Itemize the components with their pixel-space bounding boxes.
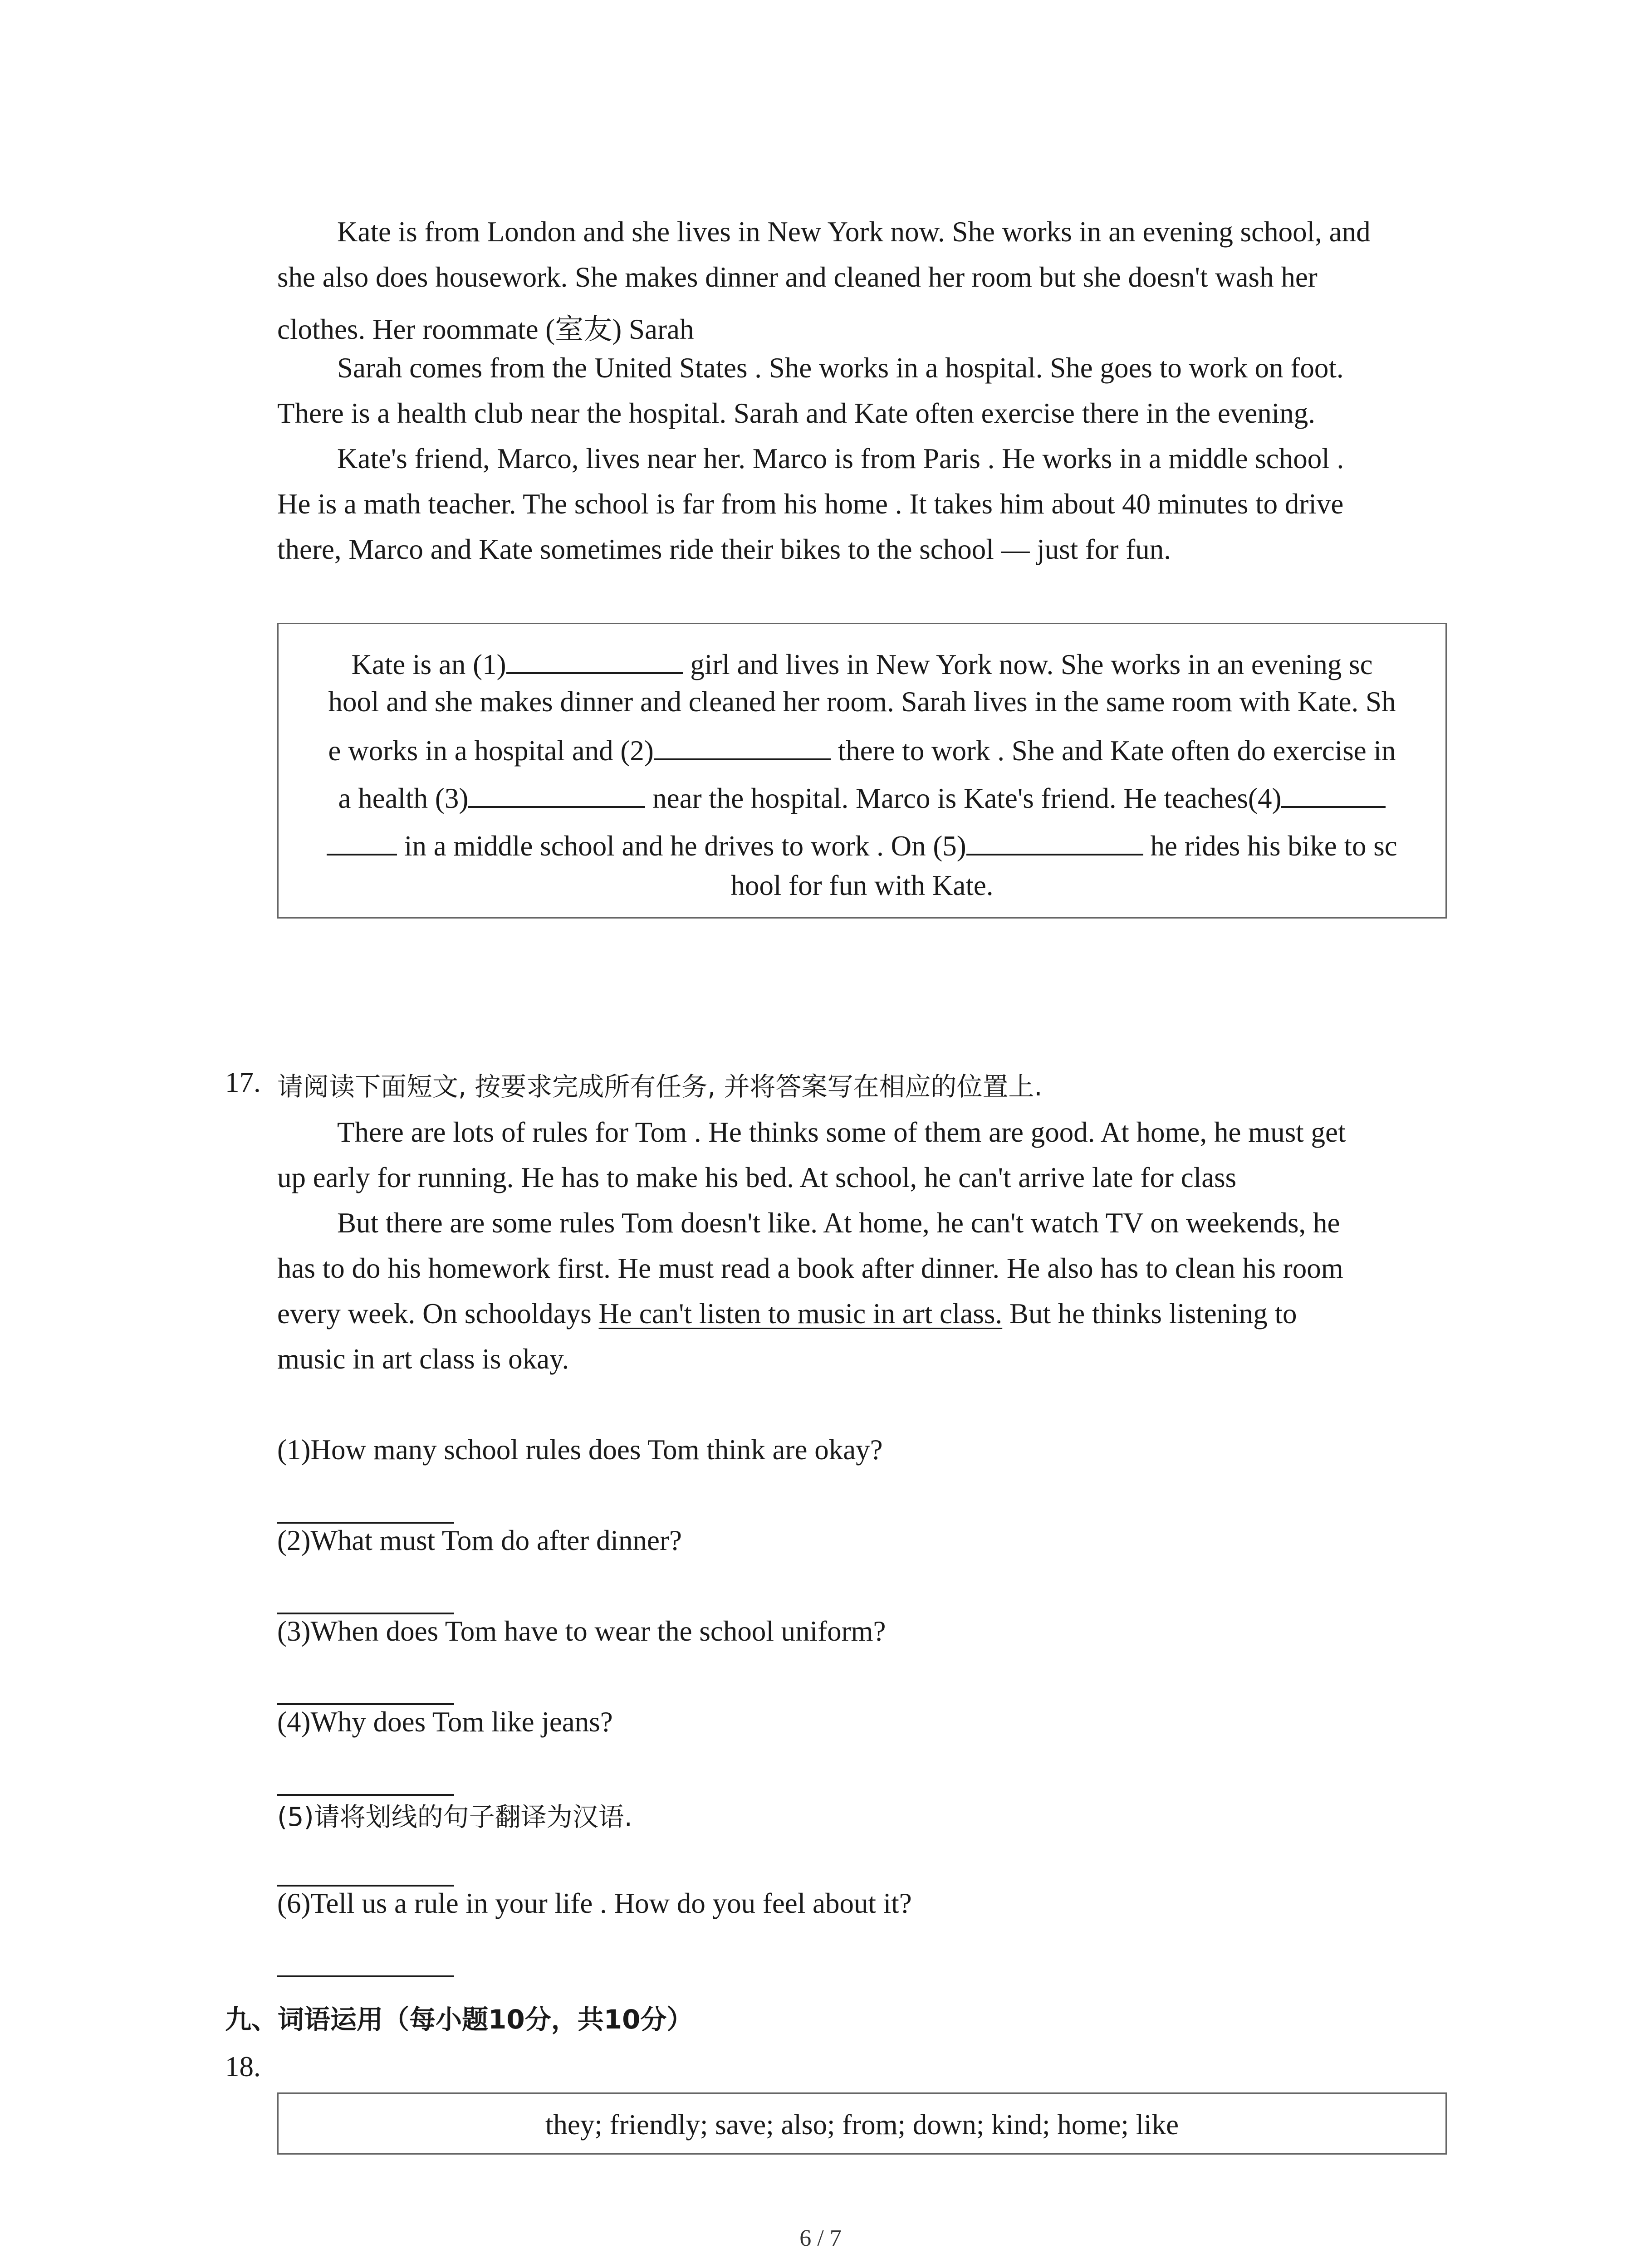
q17-line-2: up early for running. He has to make his bed. At school, he can't arrive late for class — [277, 1162, 1237, 1193]
sub-question-3: (3)When does Tom have to wear the school uniform? — [277, 1615, 886, 1647]
q17-line-6: music in art class is okay. — [277, 1343, 569, 1375]
sub-question-1: (1)How many school rules does Tom think are okay? — [277, 1434, 883, 1466]
q17-text: But he thinks listening to — [1002, 1298, 1297, 1330]
summary-line-1 — [279, 647, 1445, 681]
page-number: 6 / 7 — [799, 2225, 842, 2251]
blank-4-part1[interactable] — [1281, 781, 1386, 808]
answer-line-5[interactable] — [277, 1885, 454, 1887]
blank-5[interactable] — [966, 828, 1143, 855]
sub-question-6: (6)Tell us a rule in your life . How do you feel about it? — [277, 1887, 912, 1919]
summary-box — [277, 623, 1447, 919]
passage-line-3: clothes. Her roommate (室友) Sarah — [277, 313, 694, 345]
passage-line-7: He is a math teacher. The school is far from his home . It takes him about 40 minutes to drive — [277, 488, 1344, 520]
summary-text: e works in a hospital and (2) — [328, 735, 654, 767]
blank-2[interactable] — [654, 733, 831, 760]
question-17-instruction: 请阅读下面短文, 按要求完成所有任务, 并将答案写在相应的位置上. — [277, 1072, 1043, 1102]
summary-line-6 — [279, 869, 1445, 902]
word-box-text: they; friendly; save; also; from; down; kind; home; like — [545, 2109, 1179, 2141]
passage-line-4: Sarah comes from the United States . She works in a hospital. She goes to work on foot. — [337, 352, 1344, 384]
blank-3[interactable] — [468, 781, 645, 808]
q17-line-3: But there are some rules Tom doesn't like. At home, he can't watch TV on weekends, he — [337, 1207, 1340, 1239]
q17-line-1: There are lots of rules for Tom . He thinks some of them are good. At home, he must get — [337, 1116, 1346, 1148]
sub-question-2: (2)What must Tom do after dinner? — [277, 1525, 682, 1556]
blank-4-part2[interactable] — [327, 828, 397, 855]
q17-line-4: has to do his homework first. He must read a book after dinner. He also has to clean his room — [277, 1252, 1343, 1284]
section-9-heading: 九、词语运用（每小题10分，共10分） — [225, 2004, 693, 2035]
q17-text: every week. On schooldays — [277, 1298, 599, 1330]
summary-text: hool and she makes dinner and cleaned her room. Sarah lives in the same room with Kate. Sh — [328, 686, 1396, 718]
summary-text: Kate is an (1) — [351, 649, 506, 680]
q17-line-5 — [277, 1297, 1297, 1330]
summary-line-4 — [279, 781, 1445, 815]
sub-question-5: (5)请将划线的句子翻译为汉语. — [277, 1802, 632, 1832]
passage-line-6: Kate's friend, Marco, lives near her. Marco is from Paris . He works in a middle school . — [337, 443, 1344, 474]
summary-text: near the hospital. Marco is Kate's friend. He teaches(4) — [645, 782, 1282, 814]
answer-line-1[interactable] — [277, 1522, 454, 1524]
question-17-number: 17. — [225, 1066, 261, 1098]
sub-question-4: (4)Why does Tom like jeans? — [277, 1706, 613, 1738]
passage-line-1: Kate is from London and she lives in New York now. She works in an evening school, and — [337, 216, 1371, 248]
summary-line-5 — [279, 828, 1445, 863]
summary-line-3 — [279, 733, 1445, 767]
word-box — [277, 2092, 1447, 2155]
summary-text: there to work . She and Kate often do exercise in — [830, 735, 1396, 767]
summary-text: in a middle school and he drives to work . On (5) — [397, 830, 966, 862]
passage-line-8: there, Marco and Kate sometimes ride their bikes to the school — just for fun. — [277, 533, 1171, 565]
summary-line-2 — [279, 685, 1445, 719]
answer-line-4[interactable] — [277, 1794, 454, 1796]
answer-line-2[interactable] — [277, 1613, 454, 1614]
answer-line-6[interactable] — [277, 1975, 454, 1977]
blank-1[interactable] — [506, 647, 683, 674]
question-18-number: 18. — [225, 2051, 261, 2082]
summary-text: he rides his bike to sc — [1143, 830, 1397, 862]
passage-line-2: she also does housework. She makes dinner and cleaned her room but she doesn't wash her — [277, 261, 1318, 293]
answer-line-3[interactable] — [277, 1703, 454, 1705]
summary-text: girl and lives in New York now. She works in an evening sc — [683, 649, 1373, 680]
summary-text: a health (3) — [338, 782, 469, 814]
passage-line-5: There is a health club near the hospital. Sarah and Kate often exercise there in the evening. — [277, 397, 1316, 429]
underlined-sentence: He can't listen to music in art class. — [598, 1298, 1003, 1330]
summary-text: hool for fun with Kate. — [730, 870, 994, 901]
